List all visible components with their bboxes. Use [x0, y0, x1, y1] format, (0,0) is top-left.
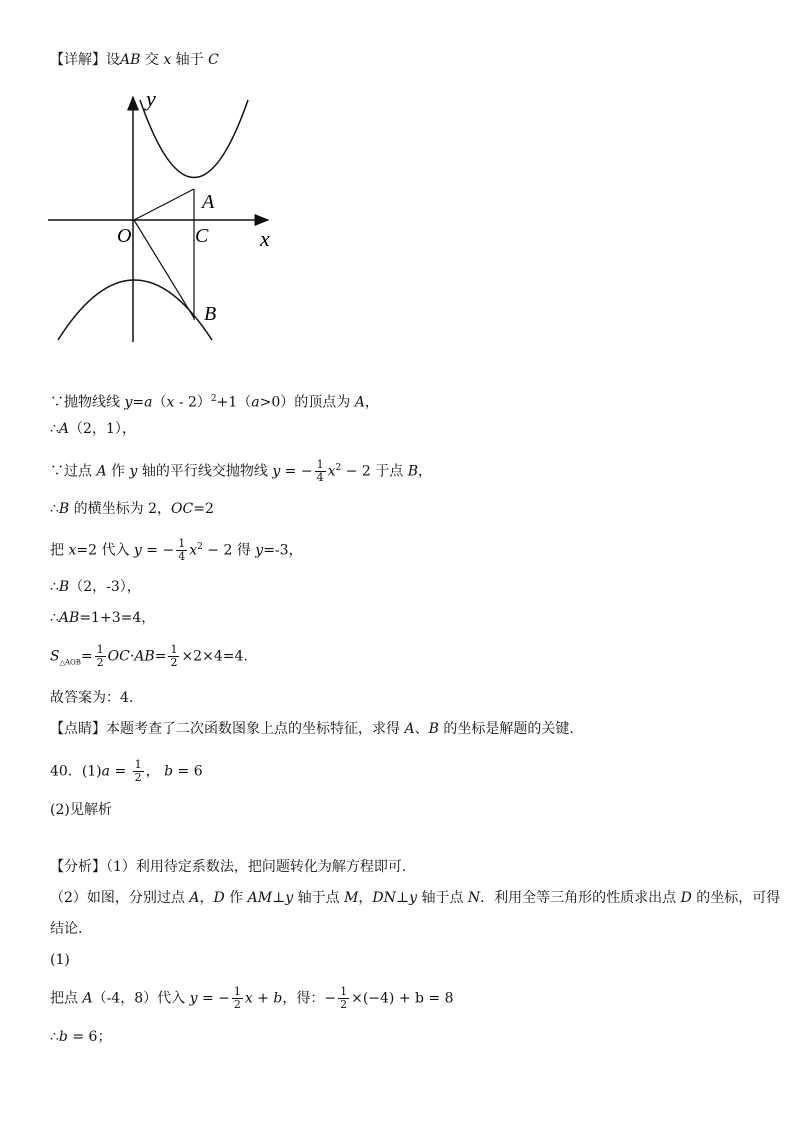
- fraction-one-half: $\frac{1}{2}$: [233, 985, 241, 1011]
- fraction-one-quarter: $\frac{1}{4}$: [178, 537, 186, 564]
- label-y: y: [146, 86, 156, 111]
- solution-line-6: ∴B（2，-3），: [50, 579, 141, 595]
- solution-line-3: ∵过点 A 作 y 轴的平行线交抛物线 y = − $\frac{1}{4}$ $x^2 - 2$ 于点 B，: [50, 458, 432, 485]
- result-line: ∴b = 6；: [50, 1029, 112, 1045]
- fraction-one-half: $\frac{1}{2}$: [134, 758, 142, 784]
- fraction-one-half: $\frac{1}{2}$: [170, 643, 178, 669]
- solution-line-2: ∴A（2，1），: [50, 421, 136, 437]
- label-a: A: [202, 191, 215, 213]
- segment-ob: [134, 220, 194, 318]
- fraction-one-quarter: $\frac{1}{4}$: [316, 458, 324, 485]
- solution-line-7: ∴AB=1+3=4，: [50, 610, 156, 626]
- solution-line-1: ∵抛物线线 y=a（x - 2）$^2$+1（a>0）的顶点为 A，: [50, 394, 379, 411]
- upper-parabola: [140, 100, 248, 178]
- fraction-one-half: $\frac{1}{2}$: [96, 643, 104, 669]
- detail-header: 【详解】设AB 交 x 轴于 C: [50, 52, 219, 68]
- question-40-part-2: (2)见解析: [50, 802, 112, 818]
- part-1-label: (1): [50, 952, 70, 968]
- analysis-line-3: 结论.: [50, 921, 83, 937]
- key-point-line: 【点睛】本题考查了二次函数图象上点的坐标特征，求得 A、B 的坐标是解题的关键.: [50, 721, 574, 737]
- segment-oa: [134, 189, 194, 220]
- label-b: B: [204, 303, 217, 325]
- solution-line-5: 把 x=2 代入 y = − $\frac{1}{4}$ $x^2 - 2$ 得 y=-3，: [50, 537, 303, 564]
- label-o: O: [117, 225, 132, 247]
- parabola-figure: [45, 85, 285, 345]
- area-formula-line: $S_{\triangle AOB}=$ $\frac{1}{2}$ OC·AB= $\frac{1}{2}$ ×2×4=4.: [50, 643, 248, 669]
- fraction-one-half: $\frac{1}{2}$: [340, 985, 348, 1011]
- analysis-line-1: 【分析】（1）利用待定系数法，把问题转化为解方程即可.: [50, 859, 407, 875]
- label-c: C: [195, 225, 209, 247]
- substitution-line: 把点 A（-4，8）代入 y = − $\frac{1}{2}$ x + b，得：− $\frac{1}{2}$ ×(−4) + b = 8: [50, 985, 454, 1011]
- question-40-answer: 40．(1)a = $\frac{1}{2}$ ， b = 6: [50, 758, 203, 784]
- analysis-line-2: （2）如图，分别过点 A，D 作 AM⊥y 轴于点 M，DN⊥y 轴于点 N．利用全等三角形的性质求出点 D 的坐标，可得: [50, 890, 781, 906]
- label-x: x: [260, 226, 270, 251]
- answer-line: 故答案为：4.: [50, 690, 134, 706]
- solution-line-4: ∴B 的横坐标为 2，OC=2: [50, 501, 214, 517]
- detail-tag: 【详解】: [50, 52, 106, 68]
